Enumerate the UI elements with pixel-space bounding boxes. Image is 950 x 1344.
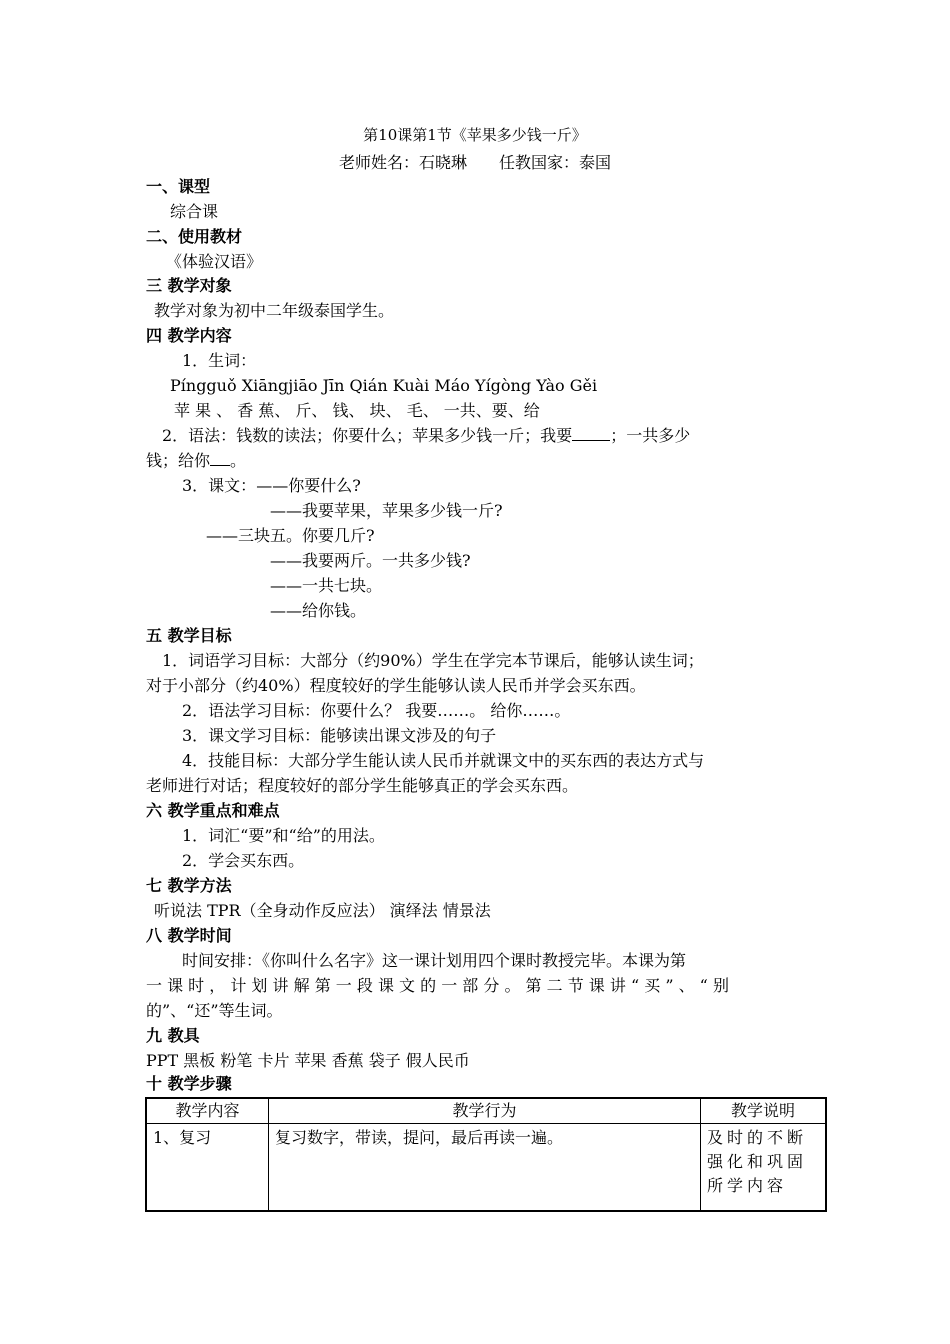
grammar-blank-1 [572,426,610,441]
section-8-heading: 八 教学时间 [146,926,232,945]
schedule-line-1: 时间安排：《你叫什么名字》这一课计划用四个课时教授完毕。本课为第 [182,951,687,970]
section-6-heading: 六 教学重点和难点 [146,801,280,820]
section-2-body: 《体验汉语》 [166,252,263,271]
text-dialogue-1: ——你要什么? [256,476,361,495]
section-3-body: 教学对象为初中二年级泰国学生。 [154,301,395,320]
section-7-body: 听说法 TPR（全身动作反应法） 演绎法 情景法 [154,901,491,920]
table-header-row [146,1098,826,1124]
goal-4-line-a: 4．技能目标：大部分学生能认读人民币并就课文中的买东西的表达方式与 [182,751,705,770]
vocab-title: 1．生词： [182,351,257,370]
section-5-heading: 五 教学目标 [146,626,232,645]
text-line-1 [182,476,361,496]
grammar-text-d: 。 [230,451,247,470]
column-header-content: 教学内容 [146,1098,269,1124]
vocab-pinyin: Píngguǒ Xiāngjiāo Jīn Qián Kuài Máo Yígòng Yào Gěi [170,376,598,395]
column-header-action: 教学行为 [269,1098,701,1124]
key-point-2: 2．学会买东西。 [182,851,305,870]
section-10-heading: 十 教学步骤 [146,1074,232,1093]
text-dialogue-6: ——给你钱。 [270,601,367,620]
grammar-line-2 [146,451,246,471]
text-dialogue-3: ——三块五。你要几斤? [206,526,375,545]
text-title: 3．课文： [182,476,257,495]
goal-1-line-a: 1．词语学习目标：大部分（约90%）学生在学完本节课后，能够认读生词； [162,651,704,670]
section-3-heading: 三 教学对象 [146,276,232,295]
text-dialogue-4: ——我要两斤。一共多少钱? [270,551,471,570]
section-1-body: 综合课 [170,202,219,221]
section-9-heading: 九 教具 [146,1026,200,1045]
section-2-heading: 二、使用教材 [146,227,243,246]
section-4-heading: 四 教学内容 [146,326,232,345]
grammar-line-1 [162,426,690,446]
grammar-text-c: 钱；给你 [146,451,211,470]
teaching-steps-table [145,1097,827,1212]
section-1-heading: 一、课型 [146,177,211,196]
section-7-heading: 七 教学方法 [146,876,232,895]
key-point-1: 1．词汇“要”和“给”的用法。 [182,826,385,845]
column-header-notes: 教学说明 [701,1098,827,1124]
grammar-text-b: ；一共多少 [610,426,691,445]
schedule-line-3: 的”、“还”等生词。 [146,1001,283,1020]
table-row [146,1124,826,1212]
goal-3: 3．课文学习目标：能够读出课文涉及的句子 [182,726,497,745]
section-9-body: PPT 黑板 粉笔 卡片 苹果 香蕉 袋子 假人民币 [146,1051,470,1070]
grammar-text-a: 2．语法：钱数的读法；你要什么；苹果多少钱一斤；我要 [162,426,573,445]
text-dialogue-2: ——我要苹果，苹果多少钱一斤? [270,501,503,520]
grammar-blank-2 [210,451,230,466]
vocab-hanzi: 苹 果 、 香 蕉、 斤、 钱、 块、 毛、 一共、要、给 [174,401,540,420]
text-dialogue-5: ——一共七块。 [270,576,383,595]
cell-notes: 及时的不断强化和巩固所学内容 [701,1124,827,1212]
goal-1-line-b: 对于小部分（约40%）程度较好的学生能够认读人民币并学会买东西。 [146,676,646,695]
goal-4-line-b: 老师进行对话；程度较好的部分学生能够真正的学会买东西。 [146,776,579,795]
goal-2: 2．语法学习目标：你要什么？ 我要……。 给你……。 [182,701,571,720]
schedule-line-2: 一 课 时 ， 计 划 讲 解 第 一 段 课 文 的 一 部 分 。 第 二 节 课 讲 “ 买 ” 、 “ 别 [146,976,729,995]
page-title: 第10课第1节《苹果多少钱一斤》 [363,126,587,144]
teacher-info: 老师姓名：石晓琳 任教国家：泰国 [338,153,611,172]
cell-action: 复习数字，带读，提问，最后再读一遍。 [269,1124,701,1212]
cell-content: 1、复习 [146,1124,269,1212]
